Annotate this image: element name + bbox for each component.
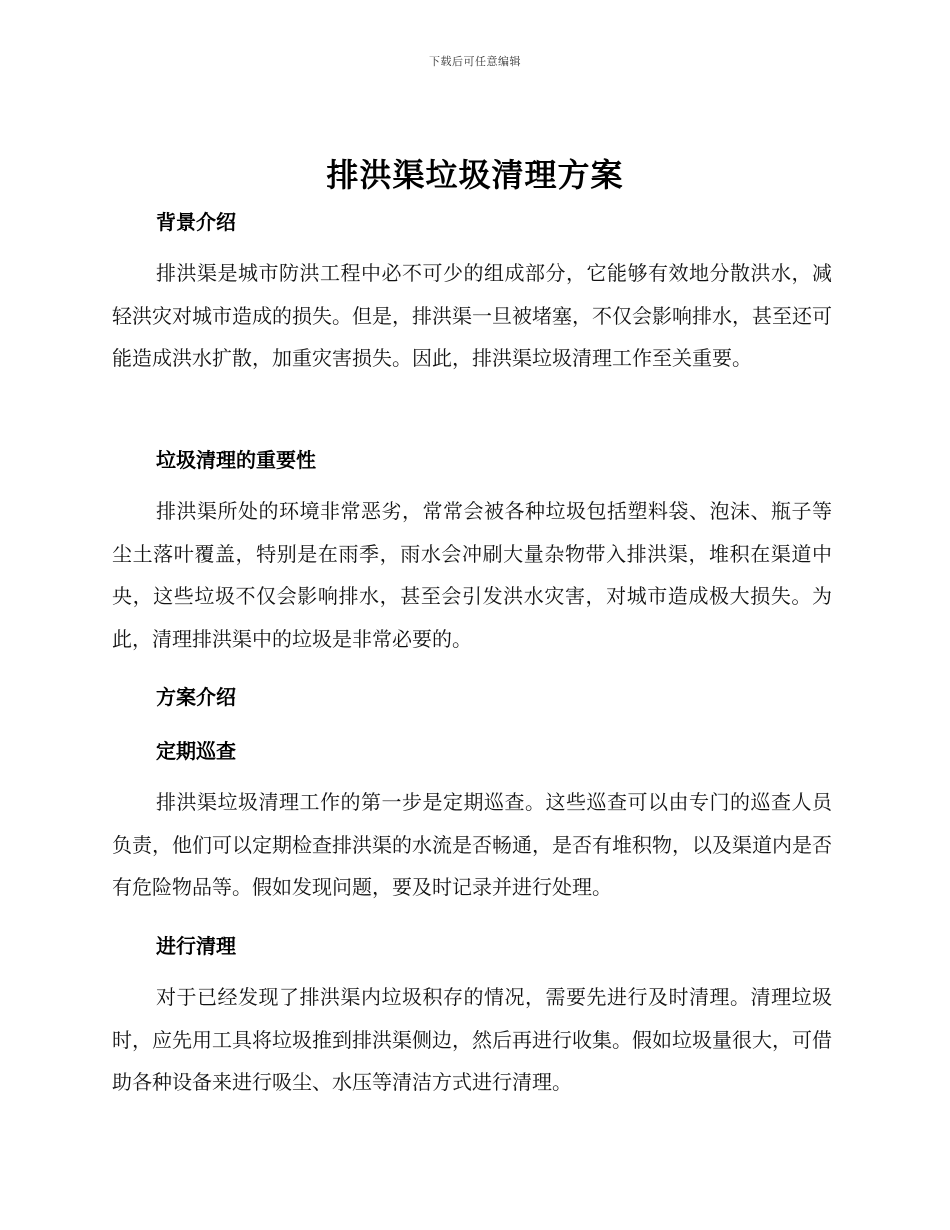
section-heading-importance: 垃圾清理的重要性 <box>156 448 316 472</box>
section-body-patrol: 排洪渠垃圾清理工作的第一步是定期巡查。这些巡查可以由专门的巡查人员负责，他们可以定期检查排洪渠的水流是否畅通，是否有堆积物，以及渠道内是否有危险物品等。假如发现问题，要及时记录并进行处理。 <box>112 790 832 899</box>
section-heading-background: 背景介绍 <box>156 210 236 234</box>
section-body-background: 排洪渠是城市防洪工程中必不可少的组成部分，它能够有效地分散洪水，减轻洪灾对城市造成的损失。但是，排洪渠一旦被堵塞，不仅会影响排水，甚至还可能造成洪水扩散，加重灾害损失。因此，排洪渠垃圾清理工作至关重要。 <box>112 261 832 370</box>
section-heading-patrol: 定期巡查 <box>156 739 236 763</box>
section-body-importance: 排洪渠所处的环境非常恶劣，常常会被各种垃圾包括塑料袋、泡沫、瓶子等尘土落叶覆盖，特别是在雨季，雨水会冲刷大量杂物带入排洪渠，堆积在渠道中央，这些垃圾不仅会影响排水，甚至会引发洪水灾害，对城市造成极大损失。为此，清理排洪渠中的垃圾是非常必要的。 <box>112 499 832 651</box>
document-title: 排洪渠垃圾清理方案 <box>326 156 624 194</box>
section-heading-cleanup: 进行清理 <box>156 934 236 958</box>
section-body-cleanup: 对于已经发现了排洪渠内垃圾积存的情况，需要先进行及时清理。清理垃圾时，应先用工具将垃圾推到排洪渠侧边，然后再进行收集。假如垃圾量很大，可借助各种设备来进行吸尘、水压等清洁方式进行清理。 <box>112 985 832 1094</box>
page-header-note: 下载后可任意编辑 <box>429 55 521 68</box>
section-heading-plan: 方案介绍 <box>156 685 236 709</box>
